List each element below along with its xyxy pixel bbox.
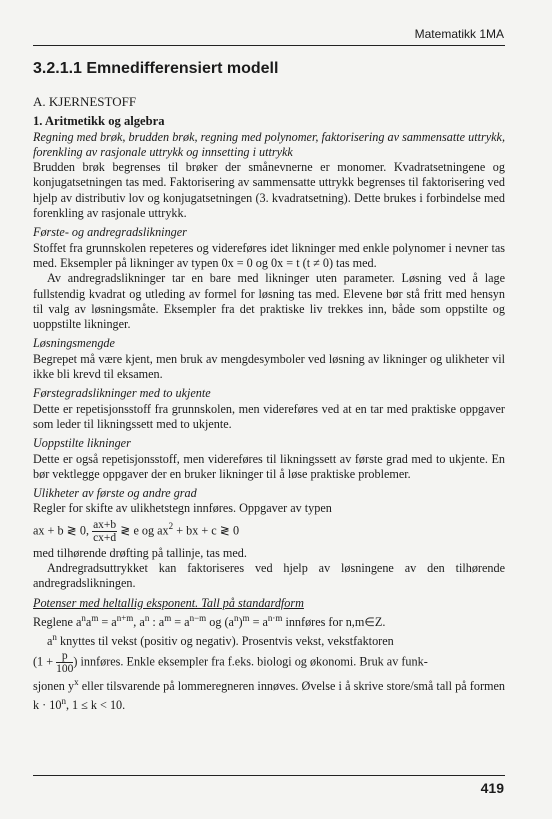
subheading: Løsningsmengde	[33, 336, 115, 351]
paragraph: Stoffet fra grunnskolen repeteres og videreføres idet likninger med enkle polynomer i nevner tas med. Eksempler på likninger av typen 0x = 0 og 0x = t (t ≠ 0) tas med.	[33, 240, 505, 270]
paragraph: sjonen $y^x$ eller tilsvarende på lommeregneren innøves. Øvelse i å skrive store/små tall på formen $k \cdot 10^n$, 1 ≤ k < 10.	[33, 676, 505, 713]
body-text	[33, 94, 505, 713]
paragraph: Dette er også repetisjonsstoff, men videreføres til likningssett av første grad med to ukjente. En bør vektlegge oppgaver der en bruker likninger til å løse praktiske problemer.	[33, 451, 505, 481]
paragraph: Brudden brøk begrenses til brøker der smånevnerne er monomer. Kvadratsetningene og konjugatsetningen tas med. Faktorisering av sammensatte uttrykk begrenses til faktorisering ved hjelp av distributiv lov og konjugatsetningen (3. kvadratsetning). Dette brukes i forbindelse med forenkling av rasjonale uttrykk.	[33, 160, 505, 221]
heading-aritmetikk: 1. Aritmetikk og algebra	[33, 114, 165, 129]
paragraph: med tilhørende drøfting på tallinje, tas med.	[33, 545, 247, 560]
header-rule	[33, 45, 505, 46]
power-rules: Reglene $a^na^m = a^{n+m}$, $a^n$ : $a^m = a^{n-m}$ og $(a^n)^m = a^{n\cdot m}$ innføres for n,m∈Z.	[33, 612, 386, 629]
subheading: Første- og andregradslikninger	[33, 225, 187, 240]
paragraph: Dette er repetisjonsstoff fra grunnskolen, men videreføres ved at en tar med praktiske oppgaver som leder til likningssett med to ukjente.	[33, 401, 505, 431]
section-title: 3.2.1.1 Emnedifferensiert modell	[33, 60, 279, 77]
growth-factor-formula: (1 + $\frac{p}{100}$ ) innføres. Enkle eksempler fra f.eks. biologi og økonomi. Bruk av funk-	[33, 649, 428, 675]
paragraph: Begrepet må være kjent, men bruk av mengdesymboler ved løsning av likninger og ulikheter vil ikke bli krevd til eksamen.	[33, 351, 505, 382]
running-header: Matematikk 1MA	[414, 27, 504, 41]
topic-intro: Regning med brøk, brudden brøk, regning med polynomer, faktorisering av sammensatte uttrykk, forenkling av rasjonale uttrykk og innsetting i uttrykk	[33, 129, 505, 159]
paragraph: Av andregradslikninger tar en bare med likninger uten parameter. Løsning ved å lage fullstendig kvadrat og utleding av formel for løsning tas med. Elevene bør stå fritt med hensyn til valg av løsningsmåte. Eksempler fra det praktiske liv trekkes inn, både som oppstilte og uoppstilte likninger.	[33, 271, 505, 332]
paragraph: Regler for skifte av ulikhetstegn innføres. Oppgaver av typen	[33, 501, 332, 516]
paragraph: Andregradsuttrykket kan faktoriseres ved hjelp av løsningene av den tilhørende andregradslikningen.	[33, 561, 505, 591]
subheading: Uoppstilte likninger	[33, 436, 131, 451]
subheading: Førstegradslikninger med to ukjente	[33, 386, 211, 401]
inequality-formula: ax + b ≷ 0, $\frac{ax+b}{cx+d}$ ≷ e og $ax^2$ + bx + c ≷ 0	[33, 518, 240, 544]
subheading: Ulikheter av første og andre grad	[33, 486, 197, 501]
page-number: 419	[480, 780, 504, 796]
subheading: Potenser med heltallig eksponent. Tall på standardform	[33, 595, 304, 610]
heading-kjernestoff: A. KJERNESTOFF	[33, 94, 137, 109]
footer-rule	[33, 775, 505, 776]
paragraph: $a^n$ knyttes til vekst (positiv og negativ). Prosentvis vekst, vekstfaktoren	[47, 632, 394, 649]
